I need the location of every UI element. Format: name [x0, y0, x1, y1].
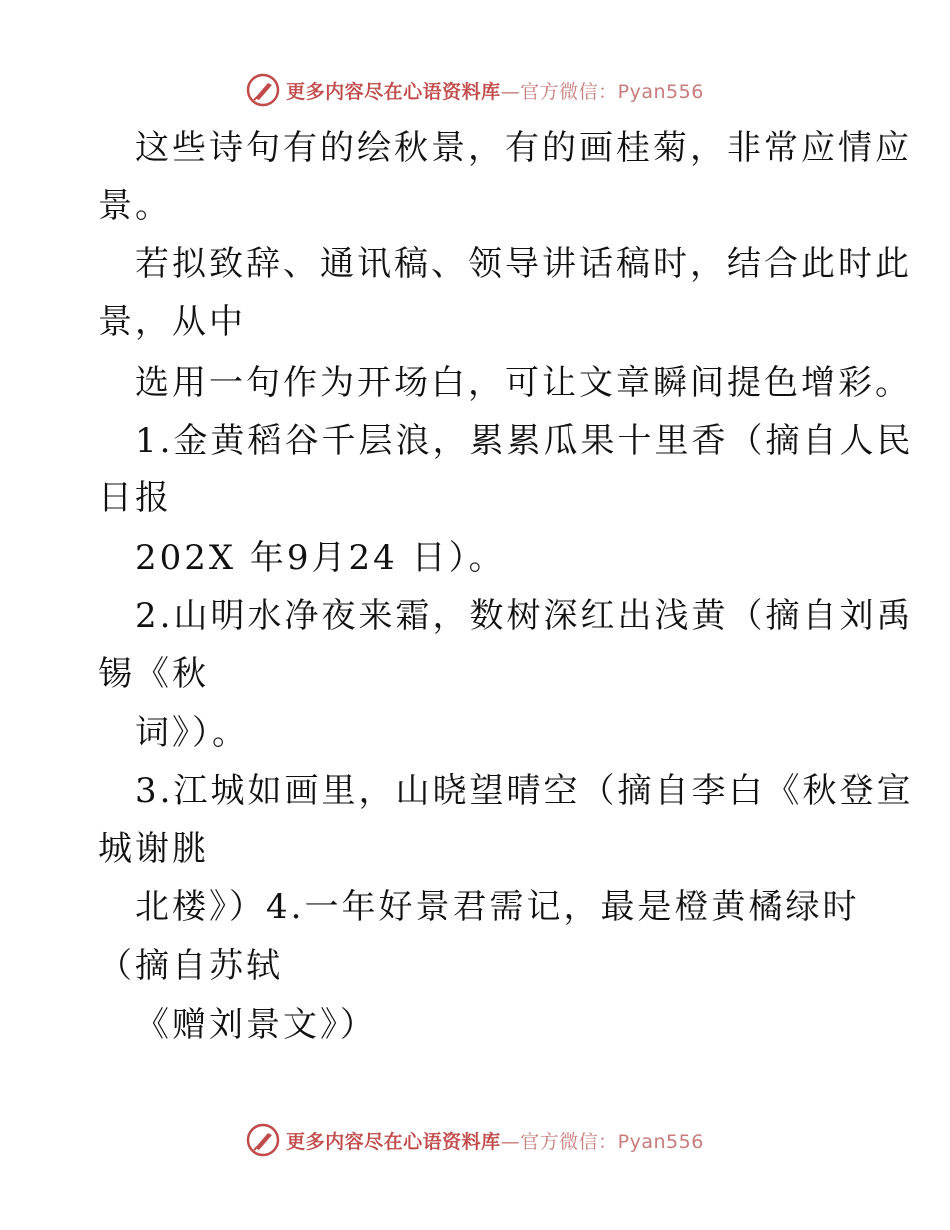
text-line: 城谢朓 [98, 829, 209, 869]
watermark-separator: — [500, 80, 521, 103]
text-line: 若拟致辞、通讯稿、领导讲话稿时，结合此时此 [135, 244, 912, 284]
watermark-contact: 官方微信：Pyan556 [520, 80, 704, 103]
text-line: 这些诗句有的绘秋景，有的画桂菊，非常应情应 [135, 128, 912, 168]
quill-logo-icon [246, 1123, 280, 1157]
footer-watermark [0, 1120, 950, 1160]
text-line: 1.金黄稻谷千层浪，累累瓜果十里香（摘自人民 [135, 421, 914, 461]
watermark-text [286, 1127, 704, 1154]
text-line: 3.江城如画里，山晓望晴空（摘自李白《秋登宣 [135, 771, 914, 811]
text-line: 《赠刘景文》） [135, 1005, 377, 1045]
text-line: 选用一句作为开场白，可让文章瞬间提色增彩。 [135, 363, 912, 403]
text-line: 景，从中 [98, 302, 246, 342]
quill-logo-icon [246, 73, 280, 107]
watermark-brand: 更多内容尽在心语资料库 [286, 1130, 501, 1153]
header-watermark [0, 70, 950, 110]
text-line: 北楼》）4.一年好景君需记，最是橙黄橘绿时 [135, 887, 860, 927]
text-line: 2.山明水净夜来霜，数树深红出浅黄（摘自刘禹 [135, 596, 914, 636]
watermark-brand: 更多内容尽在心语资料库 [286, 80, 501, 103]
text-line: 202X 年9月24 日）。 [135, 538, 506, 578]
watermark-text [286, 77, 704, 104]
text-line: 日报 [98, 478, 172, 518]
watermark-separator: — [500, 1130, 521, 1153]
text-line: 词》）。 [135, 713, 249, 753]
text-line: 景。 [98, 186, 172, 226]
text-line: （摘自苏轼 [98, 946, 283, 986]
watermark-contact: 官方微信：Pyan556 [520, 1130, 704, 1153]
text-line: 锡《秋 [98, 654, 209, 694]
